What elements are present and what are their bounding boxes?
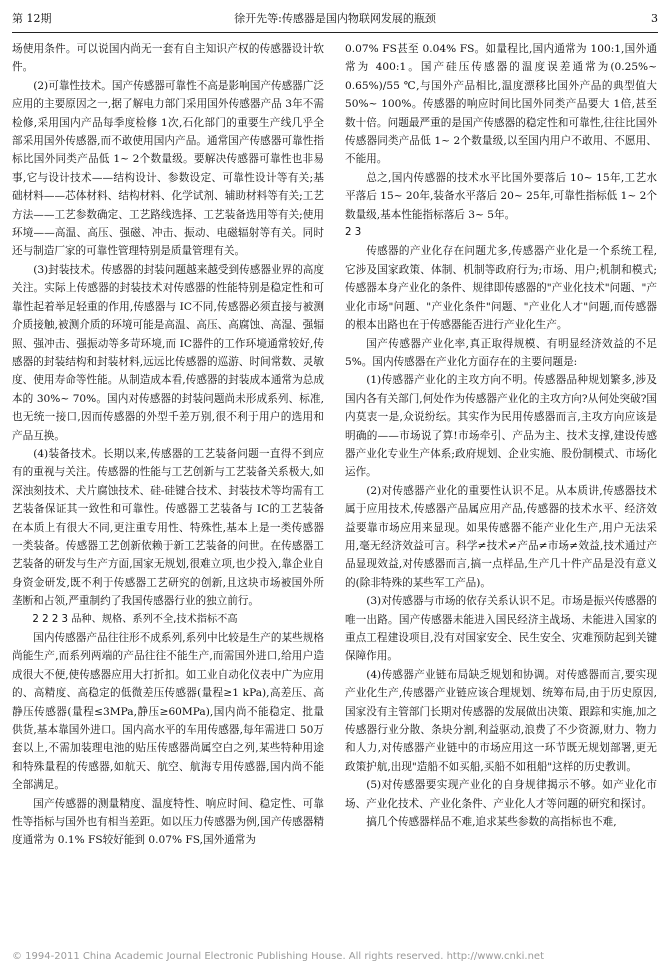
paragraph: 场使用条件。可以说国内尚无一套有自主知识产权的传感器设计软件。	[12, 43, 324, 74]
running-header	[12, 6, 658, 33]
section-heading: 2 3	[345, 227, 362, 239]
paragraph: 国内传感器产品往往形不成系列,系列中比较是生产的某些规格尚能生产,而系列两端的产品往往不能生产,而需国外进口,给用户造成很大不便,使传感器应用大打折扣。如工业自动化仪表中广为应用的、高精度、高稳定的低微差压传感器(量程≥1 kPa),高差压、高静压传感器(量程≤3MPa,静压≥60MPa),国内尚不能稳定、批量供货,基本靠国外进口。国内高水平的车用传感器,每年需进口 50万套以上,不需加装理电池的贴压传感器尚属空白之列,某些特种用途和特殊量程的传感器,如航天、航空、航海专用传感器,国内尚不能全部满足。	[12, 632, 324, 792]
copyright-text: © 1994-2011 China Academic Journal Electronic Publishing House. All rights reserved. http://www.cnki.net	[12, 951, 544, 962]
right-column	[345, 40, 657, 940]
issue-label: 第 12期	[12, 12, 52, 25]
paragraph: (4)传感器产业链布局缺乏规划和协调。对传感器而言,要实现产业化生产,传感器产业链应该合理规划、统筹布局,由于历史原因,国家没有主管部门长期对传感器的发展做出决策、跟踪和实施,加之传感器行业分散、条块分割,利益驱动,浪费了不少资源,财力、物力和人力,对传感器产业链中的市场应用这一环节既无规划部署,更无政策护航,出现"造船不如买船,买船不如租船"这样的历史教训。	[345, 668, 657, 773]
page-number: 3	[651, 12, 658, 25]
copyright-footer	[12, 951, 658, 967]
paragraph: 总之,国内传感器的技术水平比国外要落后 10~ 15年,工艺水平落后 15~ 20年,装备水平落后 20~ 25年,可靠性指标低 1~ 2个数量级,基本性能指标落后 3~ 5年。	[345, 171, 657, 221]
paragraph: (1)传感器产业化的主攻方向不明。传感器品种规划繁多,涉及国内各有关部门,何处作为传感器产业化的主攻方向?从何处突破?国内莫衷一是,众说纷纭。其实作为民用传感器而言,主攻方向应该是明确的——市场说了算!市场牵引、产品为主、技术支撑,建设传感器产业化专业生产体系;政府规划、企业实施、股份制模式、市场化运作。	[345, 374, 657, 479]
running-title: 徐开先等:传感器是国内物联网发展的瓶颈	[234, 12, 436, 25]
paragraph: 传感器的产业化存在问题尤多,传感器产业化是一个系统工程,它涉及国家政策、体制、机制等政府行为;市场、用户;机制和模式;传感器本身产业化的条件、规律即传感器的"产业化技术"问题、"产业化市场"问题、"产业化条件"问题、"产业化人才"问题,而传感器的根本出路也在于传感器能否进行产业化生产。	[345, 245, 657, 332]
paragraph: (2)对传感器产业化的重要性认识不足。从本质讲,传感器技术属于应用技术,传感器产品属应用产品,传感器的技术水平、经济效益要靠市场应用来显现。如果传感器不能产业化生产,用户无法采用,毫无经济效益可言。科学≠技术≠产品≠市场≠效益,技术通过产品显现效益,对传感器而言,搞一点样品,生产几十件产品是没有意义的(除非特殊的某些军工产品)。	[345, 484, 657, 589]
paragraph: 国产传感器产业化率,真正取得规模、有明显经济效益的不足 5%。国内传感器在产业化方面存在的主要问题是:	[345, 337, 657, 368]
paragraph: 国产传感器的测量精度、温度特性、响应时间、稳定性、可靠性等指标与国外也有相当差距。如以压力传感器为例,国产传感器精度通常为 0.1% FS较好能到 0.07% FS,国外通常为	[12, 797, 324, 847]
paragraph: (2)可靠性技术。国产传感器可靠性不高是影响国产传感器广泛应用的主要原因之一,据了解电力部门采用国外传感器产品 3年不需检修,采用国内产品每季度检修 1次,石化部门的重要生产线几乎全部采用国外传感器,而不敢使用国内产品。通常国产传感器可靠性指标比国外同类产品低 1~ 2个数量级。要解决传感器可靠性也非易事,它与设计技术——结构设计、参数设定、可靠性设计等有关;基础材料——芯体材料、结构材料、化学试剂、辅助材料等有关;工艺方法——工艺参数确定、工艺路线选择、工艺装备选用等有关;使用环境——高温、高压、强磁、冲击、振动、电磁辐射等有关。同时还与制造厂家的可靠性管理特别是质量管理有关。	[12, 79, 324, 258]
paragraph: 搞几个传感器样品不难,追求某些参数的高指标也不难,	[366, 816, 617, 829]
paragraph: (3)封装技术。传感器的封装问题越来越受到传感器业界的高度关注。实际上传感器的封装技术对传感器的性能特别是稳定性和可靠性起着举足轻重的作用,传感器与 IC不同,传感器必须直接与被测介质接触,被测介质的环境可能是高温、高压、高腐蚀、高湿、强辐照、强冲击、强振动等多苛环境,而 IC器件的工作环境通常较好,传感器的封装结构和封装材料,远远比传感器的巡游、时间常数、灵敏度、使用寿命等性能。从制造成本看,传感器的封装成本通常为总成本的 30%~ 70%。国内对传感器的封装问题尚未形成系列、标准,也无统一接口,因而传感器的外型千差万别,很不利于用户的选用和产品互换。	[12, 263, 324, 442]
section-heading: 2 2 2 3 品种、规格、系列不全,技术指标不高	[32, 613, 238, 625]
left-column	[12, 40, 324, 940]
paragraph: (5)对传感器要实现产业化的自身规律揭示不够。如产业化市场、产业化技术、产业化条件、产业化人才等问题的研究和探讨。	[345, 779, 657, 810]
paragraph: (3)对传感器与市场的依存关系认识不足。市场是振兴传感器的唯一出路。国产传感器未能进入国民经济主战场、未能进入国家的重点工程建设项目,没有对国家安全、民生安全、灾难预防起到关键保障作用。	[345, 595, 657, 663]
paragraph: 0.07% FS甚至 0.04% FS。如量程比,国内通常为 100:1,国外通常为 400:1。国产硅压传感器的温度误差通常为(0.25%~ 0.65%)/55 ℃,与国外产品相比,温度漂移比国外产品的典型值大 50%~ 100%。传感器的响应时间比国外同类产品要大 1倍,甚至数十倍。问题最严重的是国产传感器的稳定性和可靠性,往往比国外传感器同类产品低 1~ 2个数量级,以至国内用户不敢用、不愿用、不能用。	[345, 43, 657, 166]
paragraph: (4)装备技术。长期以来,传感器的工艺装备问题一直得不到应有的重视与关注。传感器的性能与工艺创新与工艺装备关系极大,如深浊刻技术、犬片腐蚀技术、硅-硅键合技术、封装技术等均需有工艺装备保证其一致性和可靠性。传感器工艺装备与 IC的工艺装备在本质上有很大不同,更注重专用性、特殊性,基本上是一类传感器一类装备。传感器工艺创新依赖于新工艺装备的问世。在传感器工艺装备的研发与生产方面,国家无规划,很难立项,也少投入,靠企业自身资金研发,既不利于传感器工艺研究的创新,且这块市场被国外所垄断和占领,严重制约了我国传感器行业的独立前行。	[12, 447, 324, 608]
